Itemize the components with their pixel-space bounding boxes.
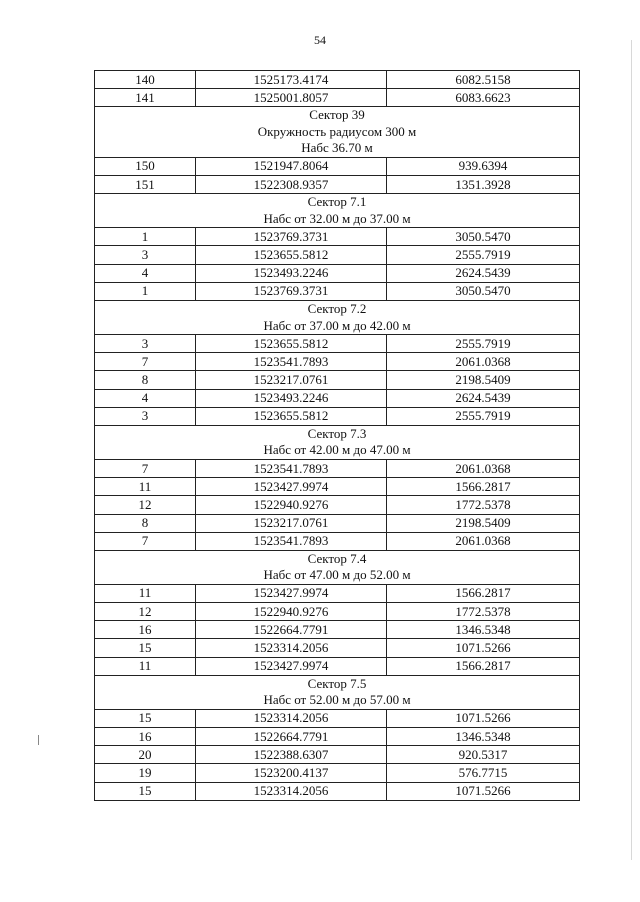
point-number-cell: 16 [95, 728, 196, 746]
point-number-cell: 19 [95, 764, 196, 782]
y-coordinate-cell: 2555.7919 [387, 335, 580, 353]
x-coordinate-cell: 1522940.9276 [196, 496, 387, 514]
x-coordinate-cell: 1522388.6307 [196, 746, 387, 764]
point-number-cell: 1 [95, 282, 196, 300]
x-coordinate-cell: 1523427.9974 [196, 657, 387, 675]
sector-header-cell [95, 675, 580, 709]
y-coordinate-cell: 1566.2817 [387, 584, 580, 602]
sector-title: Сектор 7.5 [307, 675, 367, 691]
coordinates-table-body [95, 71, 580, 801]
sector-description: Набс от 37.00 м до 42.00 м [263, 317, 411, 333]
table-row [95, 246, 580, 264]
sector-description: Набс от 52.00 м до 57.00 м [263, 692, 411, 708]
y-coordinate-cell: 2198.5409 [387, 514, 580, 532]
sector-header-cell [95, 107, 580, 158]
point-number-cell: 8 [95, 514, 196, 532]
point-number-cell: 15 [95, 709, 196, 727]
x-coordinate-cell: 1523200.4137 [196, 764, 387, 782]
x-coordinate-cell: 1523493.2246 [196, 389, 387, 407]
point-number-cell: 150 [95, 157, 196, 175]
sector-description: Набс от 47.00 м до 52.00 м [263, 567, 411, 583]
table-row [95, 532, 580, 550]
table-row [95, 176, 580, 194]
sector-title: Сектор 7.2 [307, 301, 367, 316]
table-row [95, 496, 580, 514]
y-coordinate-cell: 2061.0368 [387, 353, 580, 371]
x-coordinate-cell: 1523314.2056 [196, 709, 387, 727]
table-row [95, 639, 580, 657]
scan-artifact-right [631, 40, 632, 860]
y-coordinate-cell: 6083.6623 [387, 89, 580, 107]
x-coordinate-cell: 1523314.2056 [196, 782, 387, 800]
point-number-cell: 151 [95, 176, 196, 194]
table-row [95, 514, 580, 532]
x-coordinate-cell: 1523217.0761 [196, 371, 387, 389]
x-coordinate-cell: 1523541.7893 [196, 459, 387, 477]
sector-title: Сектор 7.4 [307, 550, 367, 566]
sector-header-row [95, 675, 580, 709]
sector-header-row [95, 550, 580, 584]
x-coordinate-cell: 1523769.3731 [196, 282, 387, 300]
point-number-cell: 15 [95, 782, 196, 800]
y-coordinate-cell: 3050.5470 [387, 282, 580, 300]
sector-header-row [95, 301, 580, 335]
sector-header-cell [95, 425, 580, 459]
sector-description: Окружность радиусом 300 м [257, 123, 417, 139]
point-number-cell: 15 [95, 639, 196, 657]
table-row [95, 371, 580, 389]
y-coordinate-cell: 1772.5378 [387, 496, 580, 514]
x-coordinate-cell: 1522940.9276 [196, 603, 387, 621]
table-row [95, 71, 580, 89]
y-coordinate-cell: 2624.5439 [387, 389, 580, 407]
table-row [95, 228, 580, 246]
y-coordinate-cell: 1071.5266 [387, 639, 580, 657]
point-number-cell: 11 [95, 657, 196, 675]
table-row [95, 389, 580, 407]
sector-header-row [95, 194, 580, 228]
table-row [95, 459, 580, 477]
coordinates-table [94, 70, 580, 801]
sector-header-row [95, 107, 580, 158]
table-row [95, 603, 580, 621]
point-number-cell: 11 [95, 478, 196, 496]
point-number-cell: 7 [95, 353, 196, 371]
y-coordinate-cell: 1346.5348 [387, 621, 580, 639]
point-number-cell: 16 [95, 621, 196, 639]
sector-header-cell [95, 550, 580, 584]
sector-description: Набс от 32.00 м до 37.00 м [263, 210, 411, 226]
point-number-cell: 1 [95, 228, 196, 246]
sector-title: Сектор 7.3 [307, 425, 367, 441]
y-coordinate-cell: 1351.3928 [387, 176, 580, 194]
point-number-cell: 3 [95, 407, 196, 425]
x-coordinate-cell: 1522664.7791 [196, 621, 387, 639]
point-number-cell: 11 [95, 584, 196, 602]
scan-artifact-left [38, 735, 39, 745]
x-coordinate-cell: 1523427.9974 [196, 584, 387, 602]
table-row [95, 657, 580, 675]
point-number-cell: 140 [95, 71, 196, 89]
point-number-cell: 8 [95, 371, 196, 389]
x-coordinate-cell: 1525173.4174 [196, 71, 387, 89]
y-coordinate-cell: 1346.5348 [387, 728, 580, 746]
sector-header-row [95, 425, 580, 459]
table-row [95, 746, 580, 764]
y-coordinate-cell: 576.7715 [387, 764, 580, 782]
sector-title: Сектор 7.1 [307, 194, 367, 210]
y-coordinate-cell: 1566.2817 [387, 657, 580, 675]
sector-title: Сектор 39 [309, 107, 365, 123]
point-number-cell: 3 [95, 335, 196, 353]
point-number-cell: 141 [95, 89, 196, 107]
y-coordinate-cell: 939.6394 [387, 157, 580, 175]
y-coordinate-cell: 2624.5439 [387, 264, 580, 282]
y-coordinate-cell: 3050.5470 [387, 228, 580, 246]
x-coordinate-cell: 1523769.3731 [196, 228, 387, 246]
point-number-cell: 12 [95, 496, 196, 514]
x-coordinate-cell: 1523493.2246 [196, 264, 387, 282]
x-coordinate-cell: 1523655.5812 [196, 246, 387, 264]
x-coordinate-cell: 1523655.5812 [196, 335, 387, 353]
y-coordinate-cell: 2555.7919 [387, 407, 580, 425]
y-coordinate-cell: 1772.5378 [387, 603, 580, 621]
point-number-cell: 4 [95, 389, 196, 407]
x-coordinate-cell: 1521947.8064 [196, 157, 387, 175]
x-coordinate-cell: 1523541.7893 [196, 353, 387, 371]
point-number-cell: 12 [95, 603, 196, 621]
table-row [95, 335, 580, 353]
table-row [95, 621, 580, 639]
sector-description: Набс 36.70 м [301, 140, 373, 156]
x-coordinate-cell: 1522308.9357 [196, 176, 387, 194]
point-number-cell: 4 [95, 264, 196, 282]
table-row [95, 478, 580, 496]
point-number-cell: 7 [95, 459, 196, 477]
sector-header-cell [95, 194, 580, 228]
table-row [95, 89, 580, 107]
table-row [95, 709, 580, 727]
x-coordinate-cell: 1523541.7893 [196, 532, 387, 550]
point-number-cell: 3 [95, 246, 196, 264]
table-row [95, 407, 580, 425]
y-coordinate-cell: 2198.5409 [387, 371, 580, 389]
table-row [95, 764, 580, 782]
table-row [95, 282, 580, 300]
table-row [95, 728, 580, 746]
y-coordinate-cell: 1071.5266 [387, 709, 580, 727]
page-number: 54 [314, 33, 326, 47]
x-coordinate-cell: 1523217.0761 [196, 514, 387, 532]
y-coordinate-cell: 2061.0368 [387, 459, 580, 477]
x-coordinate-cell: 1525001.8057 [196, 89, 387, 107]
table-row [95, 584, 580, 602]
y-coordinate-cell: 1566.2817 [387, 478, 580, 496]
table-row [95, 157, 580, 175]
table-row [95, 353, 580, 371]
y-coordinate-cell: 2555.7919 [387, 246, 580, 264]
y-coordinate-cell: 1071.5266 [387, 782, 580, 800]
table-row [95, 264, 580, 282]
sector-header-cell [95, 301, 580, 335]
x-coordinate-cell: 1523314.2056 [196, 639, 387, 657]
x-coordinate-cell: 1522664.7791 [196, 728, 387, 746]
x-coordinate-cell: 1523427.9974 [196, 478, 387, 496]
table-row [95, 782, 580, 800]
y-coordinate-cell: 6082.5158 [387, 71, 580, 89]
sector-description: Набс от 42.00 м до 47.00 м [263, 442, 411, 458]
x-coordinate-cell: 1523655.5812 [196, 407, 387, 425]
point-number-cell: 20 [95, 746, 196, 764]
y-coordinate-cell: 2061.0368 [387, 532, 580, 550]
y-coordinate-cell: 920.5317 [387, 746, 580, 764]
point-number-cell: 7 [95, 532, 196, 550]
